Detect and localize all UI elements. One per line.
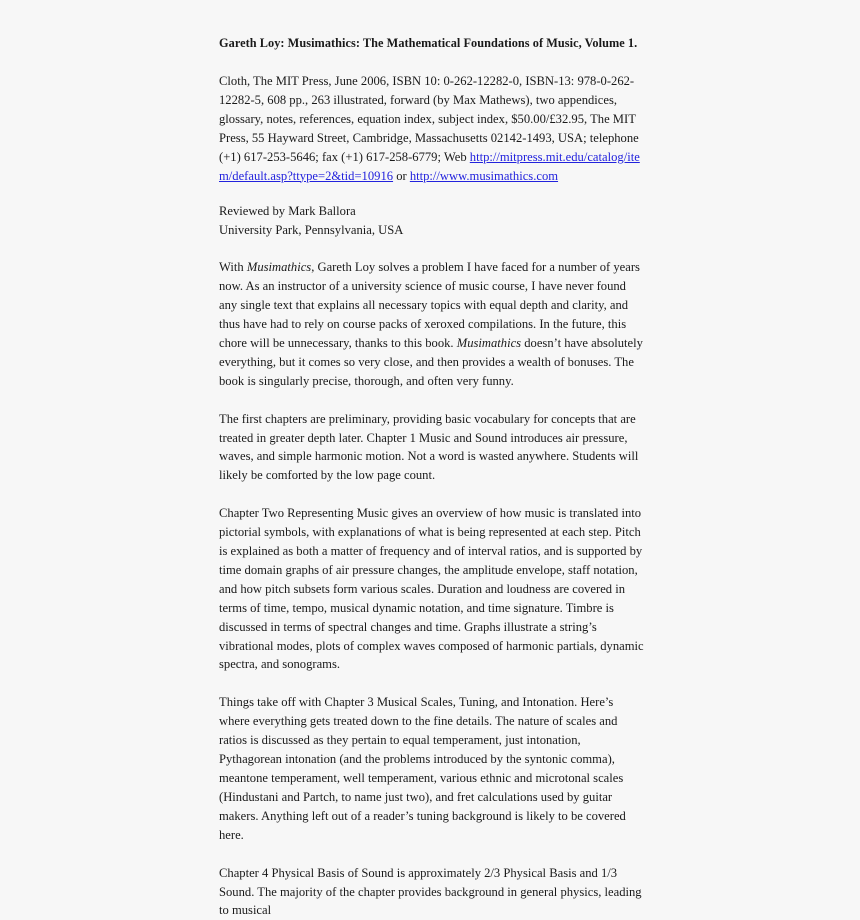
book-title-italic: Musimathics	[456, 335, 522, 350]
page-title: Gareth Loy: Musimathics: The Mathematical Foundations of Music, Volume 1.	[219, 36, 638, 50]
para-4	[219, 693, 645, 844]
para-1	[219, 258, 645, 390]
book-title-italic: Musimathics	[246, 260, 312, 275]
paragraph-text: Chapter Two Representing Music gives an overview of how music is translated into pictorial symbols, with explanations of what is being represented at each step. Pitch is explained as both a matter of frequency and of interval ratios, and is supported by time domain graphs of air pressure changes, the amplitude envelope, staff notation, and how pitch subsets form various scales. Duration and loudness are covered in terms of time, tempo, musical dynamic notation, and time signature. Timbre is discussed in terms of spectral changes and time. Graphs illustrate a string’s vibrational modes, plots of complex waves composed of harmonic partials, dynamic spectra, and sonograms.	[219, 506, 644, 672]
paragraph-text: doesn’t have absolutely everything, but it comes so very close, and then provides a wealth of bonuses. The book is singularly precise, thorough, and often very funny.	[219, 335, 643, 388]
para-2	[219, 410, 645, 486]
paragraph-text: With	[219, 260, 247, 275]
citation-text: Cloth, The MIT Press, June 2006, ISBN 10: 0-262-12282-0, ISBN-13: 978-0-262-12282-5, 608 pp., 263 illustrated, forward (by Max Mathews), two appendices, glossary, notes, references, equation index, subject index, $50.00/£32.95, The MIT Press, 55 Hayward Street, Cambridge, Massachusetts 02142-1493, USA; telephone (+1) 617-253-5646; fax (+1) 617-258-6779; Web	[219, 74, 639, 164]
document-content-column	[219, 36, 645, 920]
citation-conjunction: or	[393, 168, 410, 183]
paragraph-text: Chapter 4 Physical Basis of Sound is approximately 2/3 Physical Basis and 1/3 Sound. The majority of the chapter provides background in general physics, leading to musical	[219, 865, 642, 918]
musimathics-website-link[interactable]: http://www.musimathics.com	[409, 168, 559, 183]
para-3	[219, 504, 645, 674]
publication-citation	[219, 72, 645, 185]
reviewer-affiliation: University Park, Pennsylvania, USA	[219, 223, 404, 238]
reviewer-name: Reviewed by Mark Ballora	[219, 204, 356, 219]
para-5	[219, 864, 645, 920]
reviewer-block	[219, 202, 645, 240]
body-paragraphs	[219, 258, 645, 920]
paragraph-text: , Gareth Loy solves a problem I have faced for a number of years now. As an instructor of a university science of music course, I have never found any single text that explains all necessary topics with equal depth and clarity, and thus have had to rely on course packs of xeroxed compilations. In the future, this chore will be unnecessary, thanks to this book.	[219, 260, 640, 350]
mitpress-catalog-link[interactable]: http://mitpress.mit.edu/catalog/item/default.asp?ttype=2&tid=10916	[219, 149, 640, 183]
paragraph-text: Things take off with Chapter 3 Musical Scales, Tuning, and Intonation. Here’s where everything gets treated down to the fine details. The nature of scales and ratios is discussed as they pertain to equal temperament, just intonation, Pythagorean intonation (and the problems introduced by the syntonic comma), meantone temperament, well temperament, various ethnic and microtonal scales (Hindustani and Partch, to name just two), and fret calculations used by guitar makers. Anything left out of a reader’s tuning background is likely to be covered here.	[219, 695, 626, 842]
paragraph-text: The first chapters are preliminary, providing basic vocabulary for concepts that are treated in greater depth later. Chapter 1 Music and Sound introduces air pressure, waves, and simple harmonic motion. Not a word is wasted anywhere. Students will likely be comforted by the low page count.	[219, 411, 639, 483]
